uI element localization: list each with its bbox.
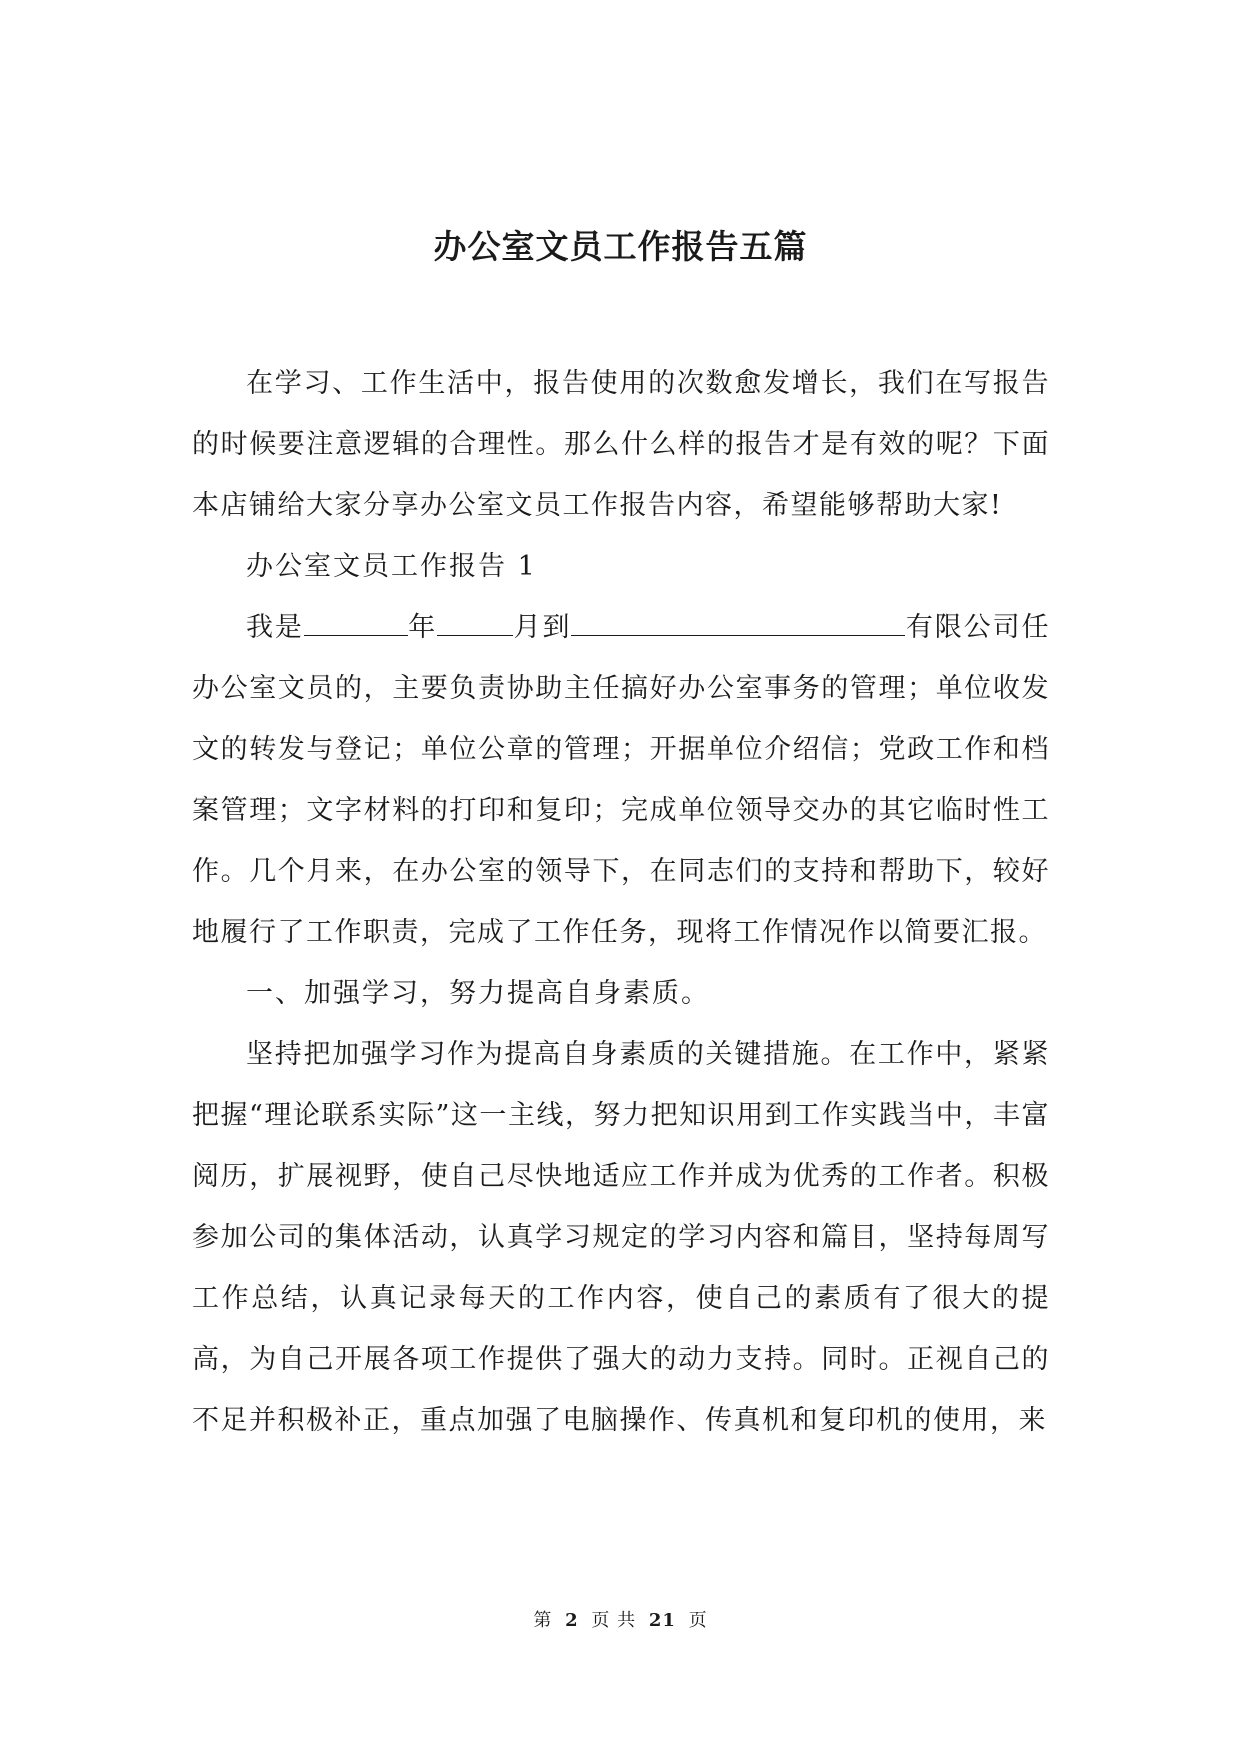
section-title: 办公室文员工作报告 1	[246, 551, 537, 582]
document-title: 办公室文员工作报告五篇	[433, 227, 808, 266]
paragraph-2: 坚持把加强学习作为提高自身素质的关键措施。在工作中，紧紧把握“理论联系实际”这一主线，努力把知识用到工作实践当中，丰富阅历，扩展视野，使自己尽快地适应工作并成为优秀的工作者。积极参加公司的集体活动，认真学习规定的学习内容和篇目，坚持每周写工作总结，认真记录每天的工作内容，使自己的素质有了很大的提高，为自己开展各项工作提供了强大的动力支持。同时。正视自己的不足并积极补正，重点加强了电脑操作、传真机和复印机的使用，来	[192, 1039, 1050, 1436]
document-body	[192, 353, 1050, 1451]
blank-month	[437, 608, 513, 636]
p1-year: 年	[407, 612, 438, 643]
blank-company	[571, 608, 905, 636]
p1-month: 月到	[513, 612, 572, 643]
heading-1: 一、加强学习，努力提高自身素质。	[246, 978, 710, 1009]
intro-paragraph: 在学习、工作生活中，报告使用的次数愈发增长，我们在写报告的时候要注意逻辑的合理性。那么什么样的报告才是有效的呢？下面本店铺给大家分享办公室文员工作报告内容，希望能够帮助大家!	[192, 368, 1050, 521]
footer-prefix: 第	[533, 1610, 553, 1631]
footer-total-pages: 21	[648, 1610, 676, 1631]
footer-page-number: 2	[565, 1610, 579, 1631]
p1-prefix: 我是	[246, 612, 304, 643]
footer-middle: 页 共	[591, 1610, 637, 1631]
p1-rest: 有限公司任办公室文员的，主要负责协助主任搞好办公室事务的管理；单位收发文的转发与登记；单位公章的管理；开据单位介绍信；党政工作和档案管理；文字材料的打印和复印；完成单位领导交办的其它临时性工作。几个月来，在办公室的领导下，在同志们的支持和帮助下，较好地履行了工作职责，完成了工作任务，现将工作情况作以简要汇报。	[192, 612, 1051, 948]
page-footer	[0, 1606, 1241, 1632]
blank-year	[304, 608, 408, 636]
paragraph-1	[192, 597, 1050, 963]
footer-suffix: 页	[688, 1610, 708, 1631]
